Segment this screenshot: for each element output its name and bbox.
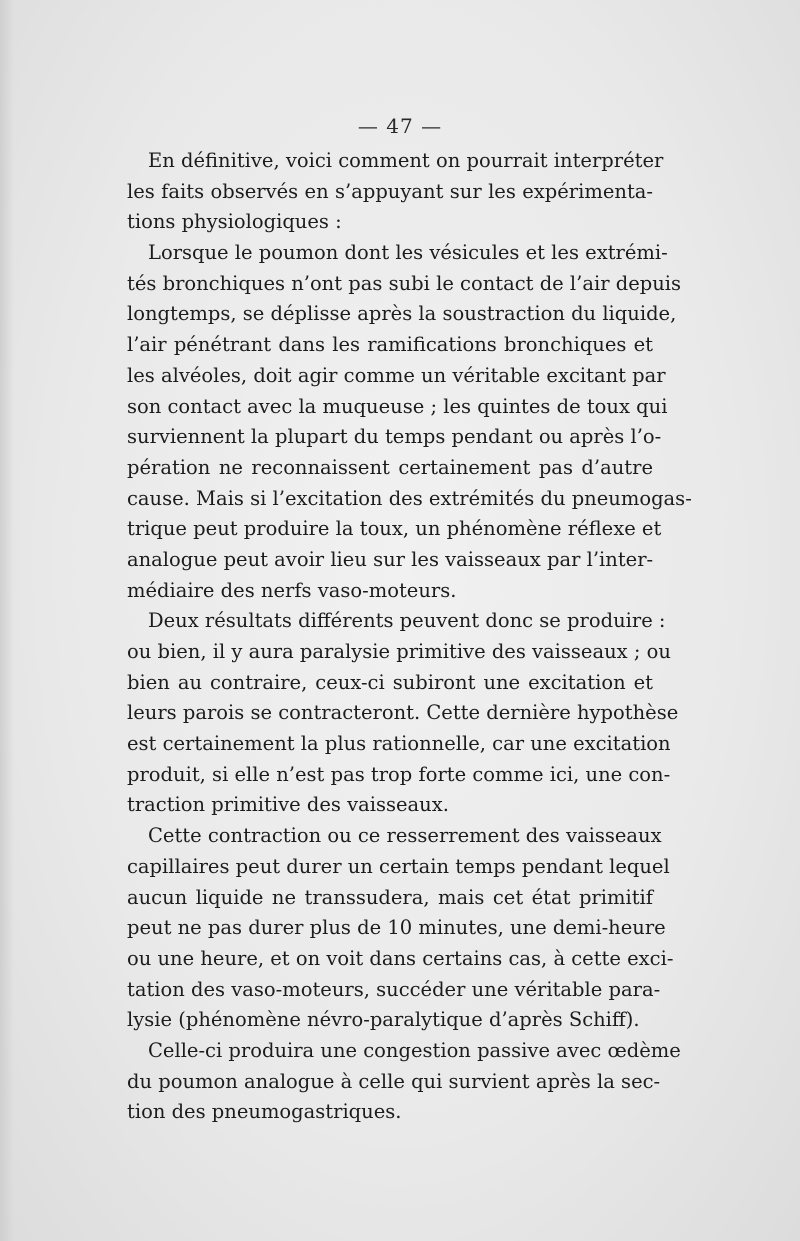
text-line: capillaires peut durer un certain temps pendant lequel: [127, 854, 670, 878]
text-line: Lorsque le poumon dont les vésicules et les extrémi-: [148, 241, 668, 265]
text-line: tation des vaso-moteurs, succéder une véritable para-: [127, 977, 661, 1001]
text-line: tés bronchiques n’ont pas subi le contact de l’air depuis: [127, 271, 682, 295]
paragraph-5: [127, 1036, 681, 1128]
text-line: ou une heure, et on voit dans certains cas, à cette exci-: [127, 946, 674, 970]
text-line: pération ne reconnaissent certainement pas d’autre: [127, 455, 653, 479]
page-edge-shadow: [0, 0, 14, 1241]
text-line: leurs parois se contracteront. Cette dernière hypothèse: [127, 701, 679, 725]
text-line: traction primitive des vaisseaux.: [127, 793, 449, 817]
paragraph-3: [127, 606, 679, 821]
body-text: [127, 146, 692, 1128]
text-line: surviennent la plupart du temps pendant ou après l’o-: [127, 425, 662, 449]
text-line: Celle-ci produira une congestion passive avec œdème: [148, 1038, 681, 1062]
text-line: l’air pénétrant dans les ramifications bronchiques et: [127, 333, 653, 357]
text-line: analogue peut avoir lieu sur les vaisseaux par l’inter-: [127, 547, 654, 571]
text-line: Deux résultats différents peuvent donc se produire :: [148, 609, 666, 633]
text-line: peut ne pas durer plus de 10 minutes, une demi-heure: [127, 916, 666, 940]
text-line: médiaire des nerfs vaso-moteurs.: [127, 578, 457, 602]
text-line: produit, si elle n’est pas trop forte comme ici, une con-: [127, 762, 671, 786]
text-line: les alvéoles, doit agir comme un véritable excitant par: [127, 363, 666, 387]
text-line: Cette contraction ou ce resserrement des vaisseaux: [148, 824, 662, 848]
text-line: les faits observés en s’appuyant sur les expérimenta-: [127, 179, 653, 203]
text-line: lysie (phénomène névro-paralytique d’après Schiff).: [127, 1008, 640, 1032]
page-number: — 47 —: [357, 114, 443, 138]
text-line: cause. Mais si l’excitation des extrémités du pneumogas-: [127, 486, 692, 510]
text-line: est certainement la plus rationnelle, car une excitation: [127, 732, 671, 756]
text-line: longtemps, se déplisse après la soustraction du liquide,: [127, 302, 677, 326]
paragraph-4: [127, 821, 674, 1036]
text-line: bien au contraire, ceux-ci subiront une excitation et: [127, 670, 653, 694]
text-line: aucun liquide ne transsudera, mais cet état primitif: [127, 885, 653, 909]
text-line: son contact avec la muqueuse ; les quintes de toux qui: [127, 394, 668, 418]
paragraph-1: [127, 146, 664, 238]
paragraph-2: [127, 238, 692, 606]
text-line: En définitive, voici comment on pourrait interpréter: [148, 149, 664, 172]
text-line: ou bien, il y aura paralysie primitive des vaisseaux ; ou: [127, 640, 671, 663]
text-line: tions physiologiques :: [127, 210, 342, 234]
text-line: du poumon analogue à celle qui survient après la sec-: [127, 1069, 661, 1093]
text-line: trique peut produire la toux, un phénomène réflexe et: [127, 517, 662, 541]
text-line: tion des pneumogastriques.: [127, 1100, 402, 1124]
